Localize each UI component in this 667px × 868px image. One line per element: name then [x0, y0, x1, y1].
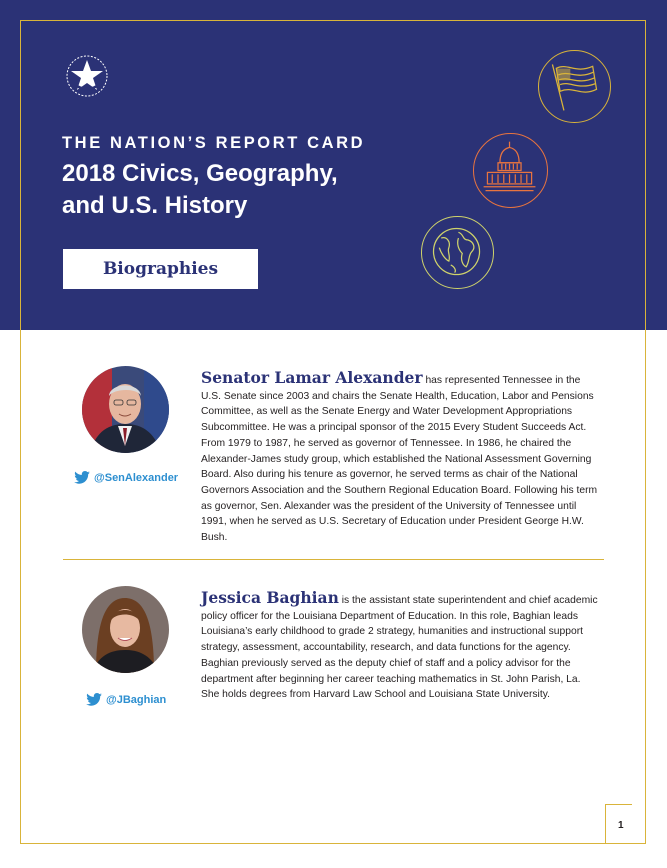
- twitter-handle-text: @SenAlexander: [94, 471, 179, 484]
- bio-text-alexander: [201, 370, 601, 546]
- report-kicker: THE NATION’S REPORT CARD: [62, 134, 366, 152]
- portrait-jessica-baghian: [82, 586, 169, 673]
- title-line-1: 2018 Civics, Geography,: [62, 160, 338, 187]
- section-divider: [63, 559, 604, 560]
- globe-icon: [422, 217, 492, 287]
- page-number: 1: [618, 820, 624, 831]
- twitter-handle-jbaghian[interactable]: [86, 693, 166, 706]
- flag-icon: [539, 51, 609, 121]
- flag-emblem: [538, 50, 611, 123]
- bio-body-baghian: is the assistant state superintendent and chief academic policy officer for the Louisiana Department of Education. In this role, Baghian leads Louisiana’s early childhood to grade 2 strategy, humanities and instructional support strategy, assessment, accountability, research, and data functions for the agency. Baghian previously served as the deputy chief of staff and a policy advisor for the department after beginning her career teaching mathematics in St. John Parish, La. She holds degrees from Harvard Law School and Louisiana State University.: [201, 595, 598, 701]
- governing-board-logo: [58, 50, 116, 102]
- title-line-2: and U.S. History: [62, 192, 248, 219]
- header-banner: [0, 0, 667, 330]
- twitter-handle-senalexander[interactable]: [74, 471, 178, 484]
- bio-text-baghian: [201, 590, 601, 703]
- twitter-bird-icon: [74, 471, 90, 484]
- page-title: [62, 158, 392, 222]
- bio-name-baghian: Jessica Baghian: [201, 588, 339, 607]
- twitter-bird-icon: [86, 693, 102, 706]
- capitol-emblem: [473, 133, 548, 208]
- capitol-icon: [474, 134, 546, 206]
- bio-name-alexander: Senator Lamar Alexander: [201, 368, 423, 387]
- portrait-lamar-alexander: [82, 366, 169, 453]
- twitter-handle-text: @JBaghian: [106, 693, 167, 706]
- bio-body-alexander: has represented Tennessee in the U.S. Senate since 2003 and chairs the Senate Health, Education, Labor and Pensions Committee, as well as the Senate Energy and Water Development Appropriations Subcommittee. He was a principal sponsor of the 2015 Every Student Succeeds Act. From 1979 to 1987, he served as governor of Tennessee. In 1986, he chaired the Alexander-James study group, which established the National Assessment Governing Board. Also during his tenure as governor, he served terms as chair of the National Governors Association and the Southern Regional Education Board. Following his term as governor, Sen. Alexander was the president of the University of Tennessee until 1991, when he served as U.S. Secretary of Education under President George H.W. Bush.: [201, 375, 598, 544]
- biographies-button[interactable]: Biographies: [63, 249, 258, 289]
- globe-emblem: [421, 216, 494, 289]
